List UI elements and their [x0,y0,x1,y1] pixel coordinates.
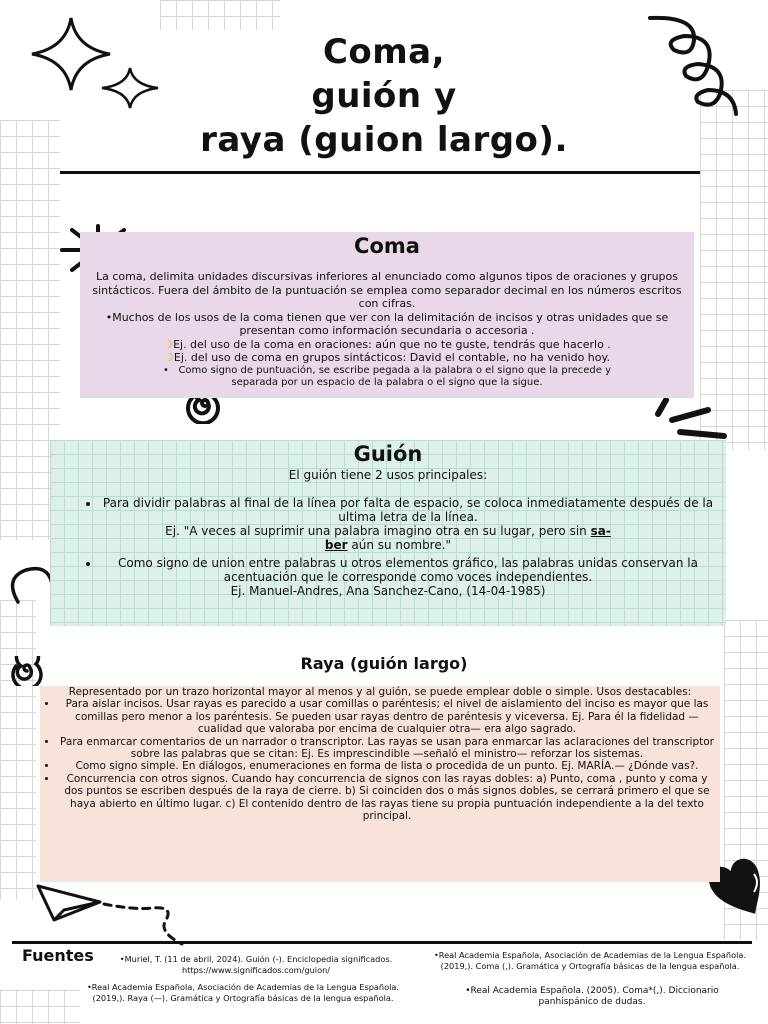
guion-example-1-sa: sa- [590,524,611,538]
coma-example-1-text: Ej. del uso de la coma en oraciones: aún que no te guste, tendrás que hacerlo . [173,337,611,351]
page-title [0,30,768,162]
sources-label: Fuentes [22,946,94,965]
title-line-1: Coma, [322,32,446,72]
raya-item-2: • Para enmarcar comentarios de un narrador o transcriptor. Las rayas se usan para enmarcar las aclaraciones del transcriptor sobre las palabras que se citan: Ej. Es imprescindible —señaló el ministro— reforzar los sistemas. [58,736,716,761]
source-3: •Real Academia Española, Asociación de Academias de la Lengua Española. (2019,). Coma (,). Gramática y Ortografía básicas de la lengua española. [433,950,747,971]
coma-body [86,270,688,389]
title-line-2: guión y [311,76,457,116]
moon-icon: ☽ [163,337,174,351]
coma-bullet-text: Como signo de puntuación, se escribe pegada a la palabra o el signo que la precede y separada por un espacio de la palabra o el signo que la sigue. [178,364,611,388]
raya-item-4: • Concurrencia con otros signos. Cuando hay concurrencia de signos con las rayas dobles: a) Punto, coma , punto y coma y dos puntos se escriben después de la raya de cierre. b) Si coinciden dos o más signos dobles, se cerrará primero el que se haya abierto en último lugar. c) El contenido dentro de las rayas tiene su propia puntuación independiente a la del texto principal. [58,773,716,823]
coma-title: Coma [354,234,420,258]
bullet-icon: • [163,364,179,376]
guion-list-2 [60,556,716,584]
title-divider [60,171,700,174]
coma-intro: La coma, delimita unidades discursivas inferiores al enunciado como algunos tipos de oraciones y grupos sintácticos. Fuera del ámbito de la puntuación se emplea como separador decimal en los números escritos con cifras. [92,270,682,310]
guion-title: Guión [353,442,423,466]
paper-plane-icon [34,880,194,950]
coma-example-2-text: Ej. del uso de coma en grupos sintácticos: David el contable, no ha venido hoy. [173,351,610,364]
raya-section [40,686,720,882]
grid-decoration [0,600,36,900]
coma-example-1 [86,338,688,352]
guion-example-2: Ej. Manuel-Andres, Ana Sanchez-Cano, (14-04-1985) [230,584,546,598]
moon-icon: ☽ [164,351,174,364]
guion-section [50,440,726,626]
coma-section [80,232,694,398]
raya-list [44,698,716,822]
emphasis-lines-icon [650,396,732,446]
source-2: •Real Academia Española, Asociación de Academias de la Lengua Española. (2019,). Raya (—). Gramática y Ortografía básicas de la lengua española. [86,982,400,1003]
coma-bullet [86,365,688,389]
grid-decoration [0,990,80,1024]
guion-item-1: • Para dividir palabras al final de la línea por falta de espacio, se coloca inmediatamente después de la ultima letra de la línea. [100,496,716,524]
title-line-3: raya (guion largo). [200,120,568,160]
coma-example-2 [86,351,688,365]
raya-item-1: • Para aislar incisos. Usar rayas es parecido a usar comillas o paréntesis; el nivel de aislamiento del inciso es mayor que las comillas pero menor a los paréntesis. Se pueden usar rayas dentro de paréntesis y viceversa. Ej. Para él la fidelidad —cualidad que valoraba por encima de cualquier otra— era algo sagrado. [58,698,716,735]
raya-body [44,686,716,822]
raya-intro: Representado por un trazo horizontal mayor al menos y al guión, se puede emplear doble o simple. Usos destacables: [68,686,692,698]
raya-item-3: • Como signo simple. En diálogos, enumeraciones en forma de lista o procedida de un punto. Ej. MARÍA.— ¿Dónde vas?. [58,760,716,772]
sources-divider [12,941,752,944]
guion-item-2: • Como signo de union entre palabras u otros elementos gráfico, las palabras unidas conservan la acentuación que le corresponde como voces independientes. [100,556,716,584]
guion-body [60,468,716,598]
source-4: •Real Academia Española. (2005). Coma*(,). Diccionario panhispánico de dudas. [465,986,719,1007]
source-1: •Muriel, T. (11 de abril, 2024). Guión (-). Enciclopedia significados. https://www.significados.com/guion/ [119,954,393,975]
coma-uses: •Muchos de los usos de la coma tienen que ver con la delimitación de incisos y otras unidades que se presentan como información secundaria o accesoria . [105,310,669,337]
guion-example-1 [60,524,716,552]
guion-intro: El guión tiene 2 usos principales: [288,468,488,482]
guion-example-1-ber: ber [324,538,348,552]
guion-example-1-end: aún su nombre." [347,538,452,552]
guion-list [60,496,716,524]
raya-title: Raya (guión largo) [300,654,468,673]
grid-decoration [160,0,280,30]
guion-example-1-start: Ej. "A veces al suprimir una palabra imagino otra en su lugar, pero sin [165,524,591,538]
